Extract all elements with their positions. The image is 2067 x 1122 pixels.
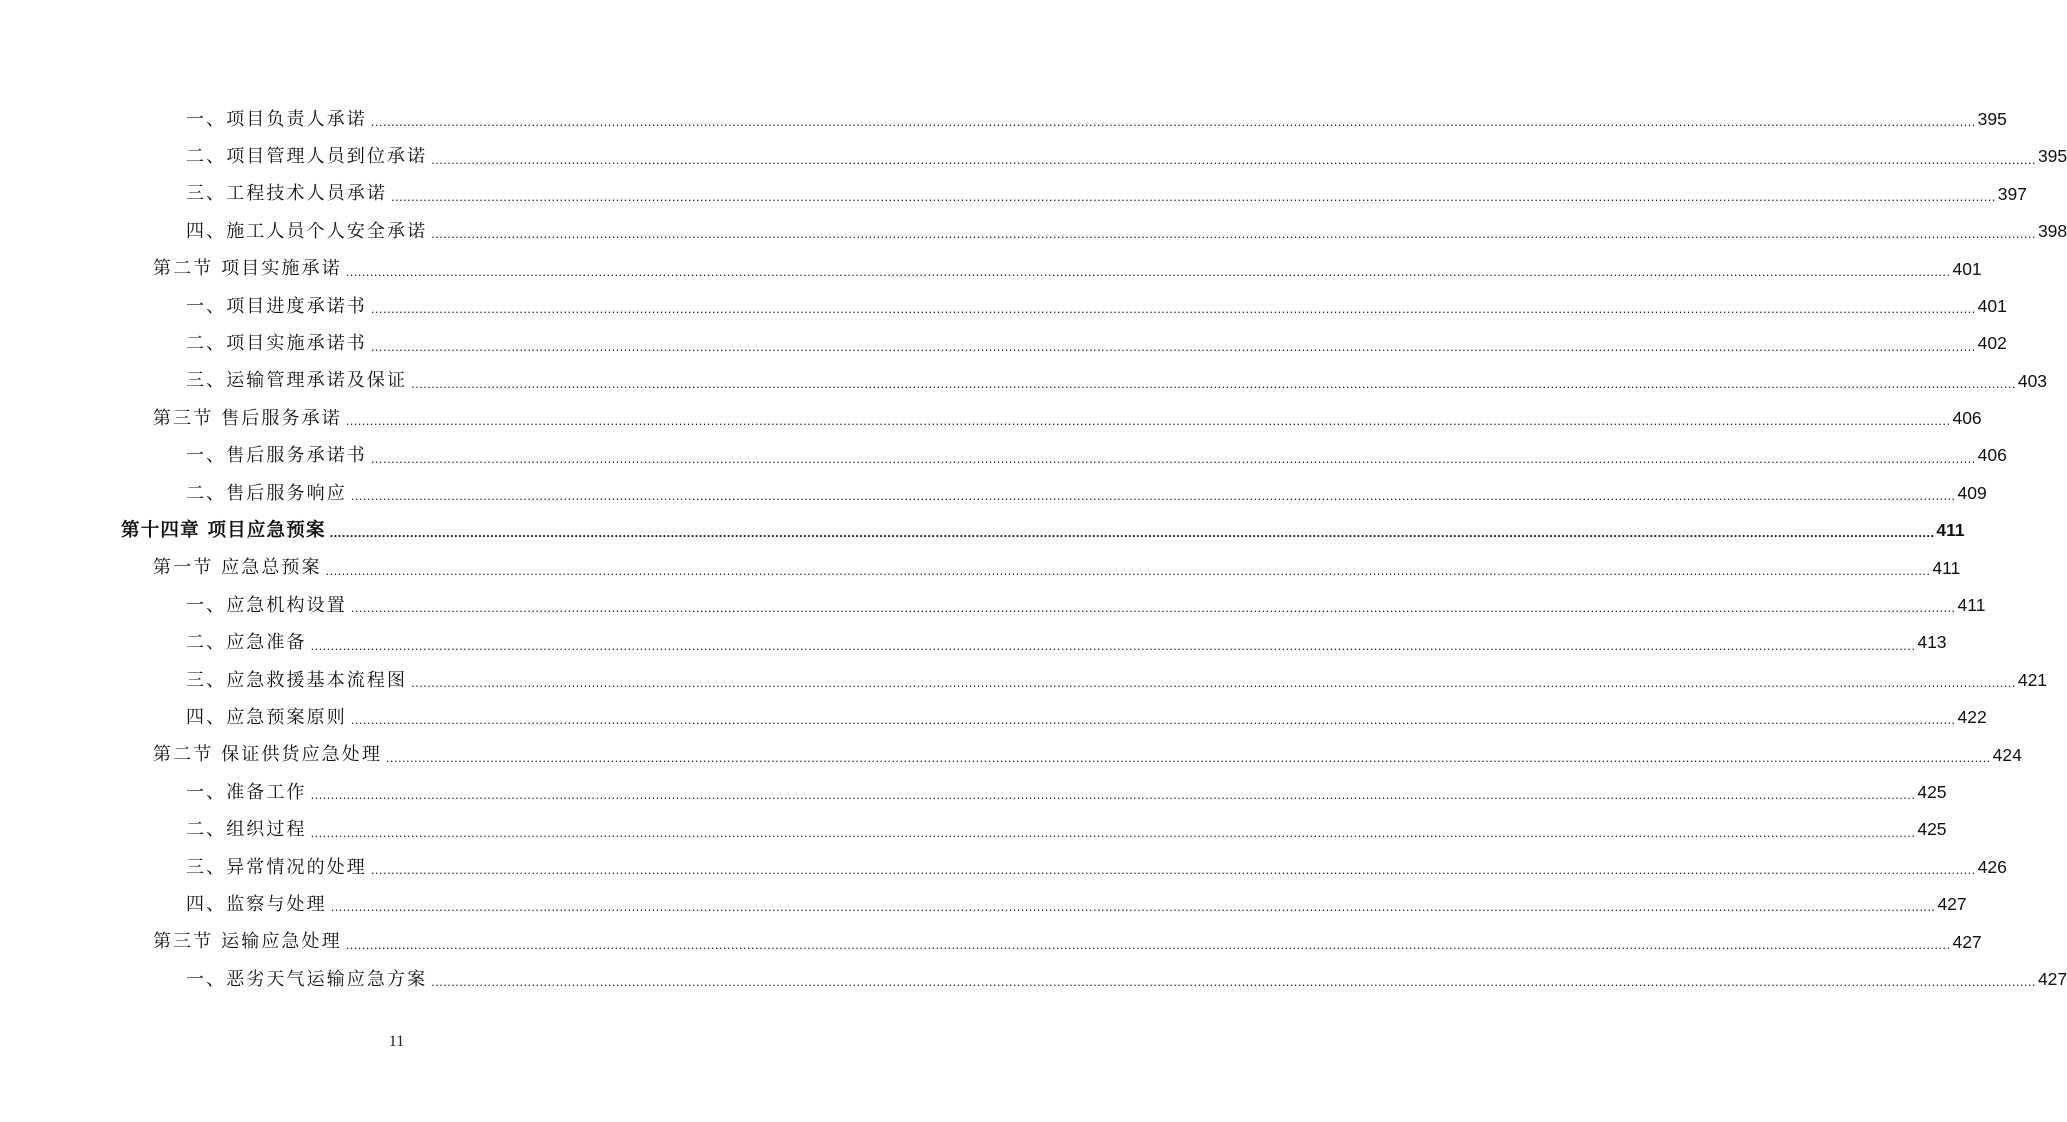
toc-subsection-entry[interactable] xyxy=(0,475,1987,512)
toc-entry-title: 二、项目管理人员到位承诺 xyxy=(186,146,428,168)
toc-entry-title: 三、异常情况的处理 xyxy=(186,856,367,878)
toc-dot-leader: ................................................................................................................................................................................................................................................................................................................................................................................................................ xyxy=(330,899,1936,915)
toc-entry-page: 411 xyxy=(1957,595,1986,616)
toc-subsection-entry[interactable] xyxy=(0,363,2048,400)
toc-subsection-entry[interactable] xyxy=(0,699,1987,736)
toc-section-entry[interactable] xyxy=(0,924,1982,961)
toc-entry-title: 三、工程技术人员承诺 xyxy=(186,183,387,205)
toc-entry-title: 二、应急准备 xyxy=(186,632,307,654)
toc-entry-title: 第二节 保证供货应急处理 xyxy=(153,744,382,766)
toc-entry-page: 425 xyxy=(1917,781,1947,802)
toc-dot-leader: ................................................................................................................................................................................................................................................................................................................................................................................................................ xyxy=(370,114,1976,130)
toc-entry-page: 424 xyxy=(1992,744,2022,765)
toc-entry-page: 427 xyxy=(2037,968,2067,989)
toc-entry-title: 二、售后服务响应 xyxy=(186,482,347,504)
toc-entry-title: 第三节 售后服务承诺 xyxy=(153,407,342,429)
toc-subsection-entry[interactable] xyxy=(0,849,2007,886)
toc-entry-page: 427 xyxy=(1937,894,1967,915)
toc-subsection-entry[interactable] xyxy=(0,138,2067,175)
toc-entry-page: 406 xyxy=(1952,408,1982,429)
toc-subsection-entry[interactable] xyxy=(0,325,2007,362)
toc-dot-leader: ................................................................................................................................................................................................................................................................................................................................................................................................................ xyxy=(350,600,1956,616)
toc-subsection-entry[interactable] xyxy=(0,101,2007,138)
toc-dot-leader: ................................................................................................................................................................................................................................................................................................................................................................................................................ xyxy=(370,338,1976,354)
toc-section-entry[interactable] xyxy=(0,400,1982,437)
table-of-contents xyxy=(0,101,2067,998)
toc-entry-title: 第十四章 项目应急预案 xyxy=(121,519,326,541)
toc-subsection-entry[interactable] xyxy=(0,587,1986,624)
toc-entry-page: 426 xyxy=(1977,856,2007,877)
toc-dot-leader: ................................................................................................................................................................................................................................................................................................................................................................................................................ xyxy=(391,188,1996,204)
toc-entry-page: 409 xyxy=(1957,482,1987,503)
toc-subsection-entry[interactable] xyxy=(0,176,2027,213)
toc-dot-leader: ................................................................................................................................................................................................................................................................................................................................................................................................................ xyxy=(350,488,1956,504)
toc-entry-title: 第二节 项目实施承诺 xyxy=(153,258,342,280)
toc-entry-page: 397 xyxy=(1997,183,2027,204)
toc-entry-page: 403 xyxy=(2017,370,2048,391)
toc-subsection-entry[interactable] xyxy=(0,624,1947,661)
toc-dot-leader: ................................................................................................................................................................................................................................................................................................................................................................................................................ xyxy=(329,525,1935,541)
toc-dot-leader: ................................................................................................................................................................................................................................................................................................................................................................................................................ xyxy=(310,787,1916,803)
toc-subsection-entry[interactable] xyxy=(0,662,2048,699)
toc-entry-title: 一、准备工作 xyxy=(186,781,307,803)
toc-entry-page: 413 xyxy=(1917,632,1947,653)
toc-subsection-entry[interactable] xyxy=(0,213,2067,250)
toc-dot-leader: ................................................................................................................................................................................................................................................................................................................................................................................................................ xyxy=(411,375,2016,391)
toc-dot-leader: ................................................................................................................................................................................................................................................................................................................................................................................................................ xyxy=(345,413,1951,429)
toc-dot-leader: ................................................................................................................................................................................................................................................................................................................................................................................................................ xyxy=(310,824,1916,840)
toc-section-entry[interactable] xyxy=(0,737,2022,774)
toc-dot-leader: ................................................................................................................................................................................................................................................................................................................................................................................................................ xyxy=(345,936,1951,952)
toc-entry-title: 四、施工人员个人安全承诺 xyxy=(186,220,428,242)
toc-entry-title: 三、应急救援基本流程图 xyxy=(186,669,408,691)
toc-subsection-entry[interactable] xyxy=(0,438,2007,475)
toc-entry-page: 395 xyxy=(2037,146,2067,167)
toc-entry-page: 421 xyxy=(2017,669,2048,690)
toc-entry-page: 422 xyxy=(1957,707,1987,728)
toc-subsection-entry[interactable] xyxy=(0,288,2007,325)
toc-dot-leader: ................................................................................................................................................................................................................................................................................................................................................................................................................ xyxy=(370,450,1976,466)
toc-entry-title: 一、恶劣天气运输应急方案 xyxy=(186,968,428,990)
toc-dot-leader: ................................................................................................................................................................................................................................................................................................................................................................................................................ xyxy=(345,263,1951,279)
toc-dot-leader: ................................................................................................................................................................................................................................................................................................................................................................................................................ xyxy=(385,749,1991,765)
toc-subsection-entry[interactable] xyxy=(0,774,1947,811)
toc-entry-page: 401 xyxy=(1952,258,1982,279)
toc-entry-page: 425 xyxy=(1917,819,1947,840)
toc-subsection-entry[interactable] xyxy=(0,811,1947,848)
toc-dot-leader: ................................................................................................................................................................................................................................................................................................................................................................................................................ xyxy=(325,562,1931,578)
toc-entry-title: 二、项目实施承诺书 xyxy=(186,333,367,355)
toc-entry-title: 四、监察与处理 xyxy=(186,893,327,915)
toc-section-entry[interactable] xyxy=(0,550,1961,587)
toc-dot-leader: ................................................................................................................................................................................................................................................................................................................................................................................................................ xyxy=(370,301,1976,317)
toc-dot-leader: ................................................................................................................................................................................................................................................................................................................................................................................................................ xyxy=(431,226,2036,242)
toc-dot-leader: ................................................................................................................................................................................................................................................................................................................................................................................................................ xyxy=(431,974,2036,990)
toc-entry-title: 一、售后服务承诺书 xyxy=(186,445,367,467)
toc-entry-page: 395 xyxy=(1977,108,2007,129)
toc-entry-page: 411 xyxy=(1936,520,1965,541)
toc-entry-title: 一、应急机构设置 xyxy=(186,594,347,616)
toc-section-entry[interactable] xyxy=(0,251,1982,288)
toc-entry-title: 四、应急预案原则 xyxy=(186,706,347,728)
toc-subsection-entry[interactable] xyxy=(0,961,2067,998)
toc-chapter-entry[interactable] xyxy=(0,512,1965,549)
toc-dot-leader: ................................................................................................................................................................................................................................................................................................................................................................................................................ xyxy=(310,637,1916,653)
toc-entry-page: 427 xyxy=(1952,931,1982,952)
toc-entry-title: 第一节 应急总预案 xyxy=(153,557,322,579)
toc-entry-page: 406 xyxy=(1977,445,2007,466)
toc-entry-title: 三、运输管理承诺及保证 xyxy=(186,370,408,392)
toc-dot-leader: ................................................................................................................................................................................................................................................................................................................................................................................................................ xyxy=(350,712,1956,728)
toc-subsection-entry[interactable] xyxy=(0,886,1967,923)
toc-entry-title: 第三节 运输应急处理 xyxy=(153,931,342,953)
toc-entry-page: 398 xyxy=(2037,221,2067,242)
toc-entry-page: 411 xyxy=(1932,557,1961,578)
toc-dot-leader: ................................................................................................................................................................................................................................................................................................................................................................................................................ xyxy=(370,862,1976,877)
page-number: 11 xyxy=(388,1033,405,1050)
toc-entry-page: 401 xyxy=(1977,295,2007,316)
toc-entry-page: 402 xyxy=(1977,333,2007,354)
toc-entry-title: 一、项目负责人承诺 xyxy=(186,108,367,130)
toc-dot-leader: ................................................................................................................................................................................................................................................................................................................................................................................................................ xyxy=(411,675,2016,691)
toc-dot-leader: ................................................................................................................................................................................................................................................................................................................................................................................................................ xyxy=(431,151,2036,167)
toc-entry-title: 二、组织过程 xyxy=(186,819,307,841)
toc-entry-title: 一、项目进度承诺书 xyxy=(186,295,367,317)
